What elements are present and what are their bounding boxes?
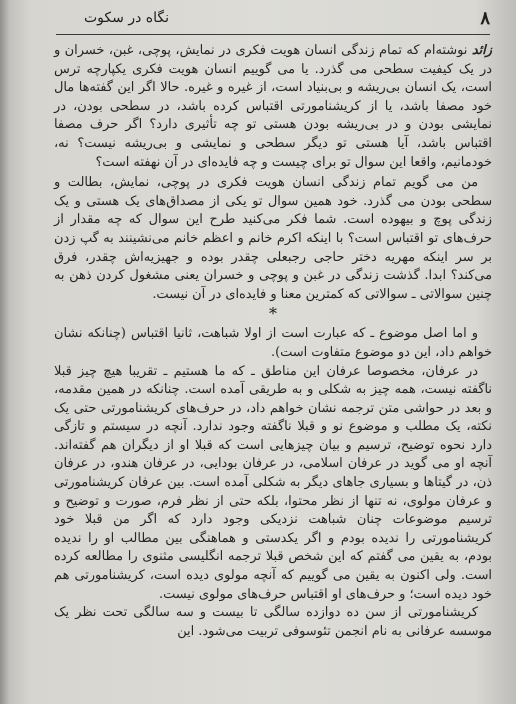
paragraph-5: کریشنامورتی از سن ده دوازده سالگی تا بیست و سه سالگی تحت نظر یک موسسه عرفانی به نام انجمن تئوسوفی تربیت می‌شود. این <box>54 605 492 639</box>
paragraph-1 <box>54 42 492 172</box>
page-body <box>54 42 492 698</box>
section-ornament: * <box>269 304 277 324</box>
paragraph-2: من می گویم تمام زندگی انسان هویت فکری در پوچی، نمایش، بطالت و سطحی بودن می گذرد. خود همین سوال تو یکی از مصداق‌های یک هستی و یک زندگی پوچ و بیهوده است. شما فکر می‌کنید طرح این سوال که چه مقدار از حرف‌های تو اقتباس است؟ با اینکه اکرم خانم و اعظم خانم می‌نشینند به گپ زدن بر سر اینکه مهریه دختر حاجی رجبعلی چقدر بوده و جهیزیه‌اش چقدر، فرق می‌کند؟ ابدا. گذشت زندگی در غبن و پوچی و خسران یعنی مشغول کردن ذهن به چنین سوالاتی ـ سوالاتی که کمترین معنا و فایده‌ای در آن نیست. <box>54 175 492 302</box>
paragraph-3: و اما اصل موضوع ـ که عبارت است از اولا شباهت، ثانیا اقتباس (چنانکه نشان خواهم داد، این دو موضوع متفاوت است). <box>54 326 492 360</box>
emphasized-word: زائد <box>471 43 492 58</box>
paragraph-4: در عرفان، مخصوصا عرفان این مناطق ـ که ما هستیم ـ تقریبا هیچ چیز قبلا ناگفته نیست، همه چیز به شکلی و به طریقی آمده است. چنانکه در همین مقدمه، و بعد در حواشی متن ترجمه نشان خواهم داد، در حرف‌های کریشنامورتی حتی یک نکته، یک مطلب و موضوع نو و قبلا ناگفته وجود ندارد. آنچه در سیستم و تازگی دارد نحوه توضیح، ترسیم و بیان چیزهایی است که قبلا او از دیگران هم گفته‌اند. آنچه او می گوید در عرفان اسلامی، در عرفان بودایی، در عرفان هندو، در عرفان ذن، در گیتاها و بسیاری جاهای دیگر به شکلی آمده است. بین عرفان کریشنامورتی و عرفان مولوی، نه تنها از نظر محتوا، بلکه حتی از نظر فرم، صورت و توضیح و ترسیم موضوعات چنان شباهت نزدیکی وجود دارد که اگر من قبلا خود کریشنامورتی را ندیده بودم و اگر یکدستی و هماهنگی بین مطالب او را ندیده بودم، به یقین می گفتم که این شخص قبلا ترجمه انگلیسی مثنوی را مطالعه کرده است. ولی اکنون به یقین می گوییم که آنچه مولوی دیده است، کریشنامورتی هم خود دیده است؛ و حرف‌های او اقتباس حرف‌های مولوی نیست. <box>54 363 492 602</box>
running-title: نگاه در سکوت <box>84 10 169 26</box>
page-header <box>56 8 490 35</box>
page-number: ۸ <box>480 8 490 29</box>
paragraph-1-text: نوشته‌ام که تمام زندگی انسان هویت فکری در نمایش، پوچی، غبن، خسران و در یک کیفیت سطحی می گذرد. یا می گوییم انسان هویت فکری یکپارچه ترس است، یک انسان بی‌ریشه و بی‌بنیاد است، از غیره و غیره. حالا اگر این گفته‌ها مال خود مصفا باشد، یا از کریشنامورتی اقتباس کرده باشد، در سطحی بودن، در نمایشی بودن و در بی‌ریشه بودن هستی تو چه تأثیری دارد؟ اگر حرف مصفا اقتباس باشد، آیا هستی تو دیگر سطحی و نمایشی و بی‌ریشه نیست؟ نه، خودمانیم، واقعا این سوال تو برای چیست و چه فایده‌ای در آن نهفته است؟ <box>54 43 492 170</box>
book-spine-shadow <box>0 0 10 704</box>
